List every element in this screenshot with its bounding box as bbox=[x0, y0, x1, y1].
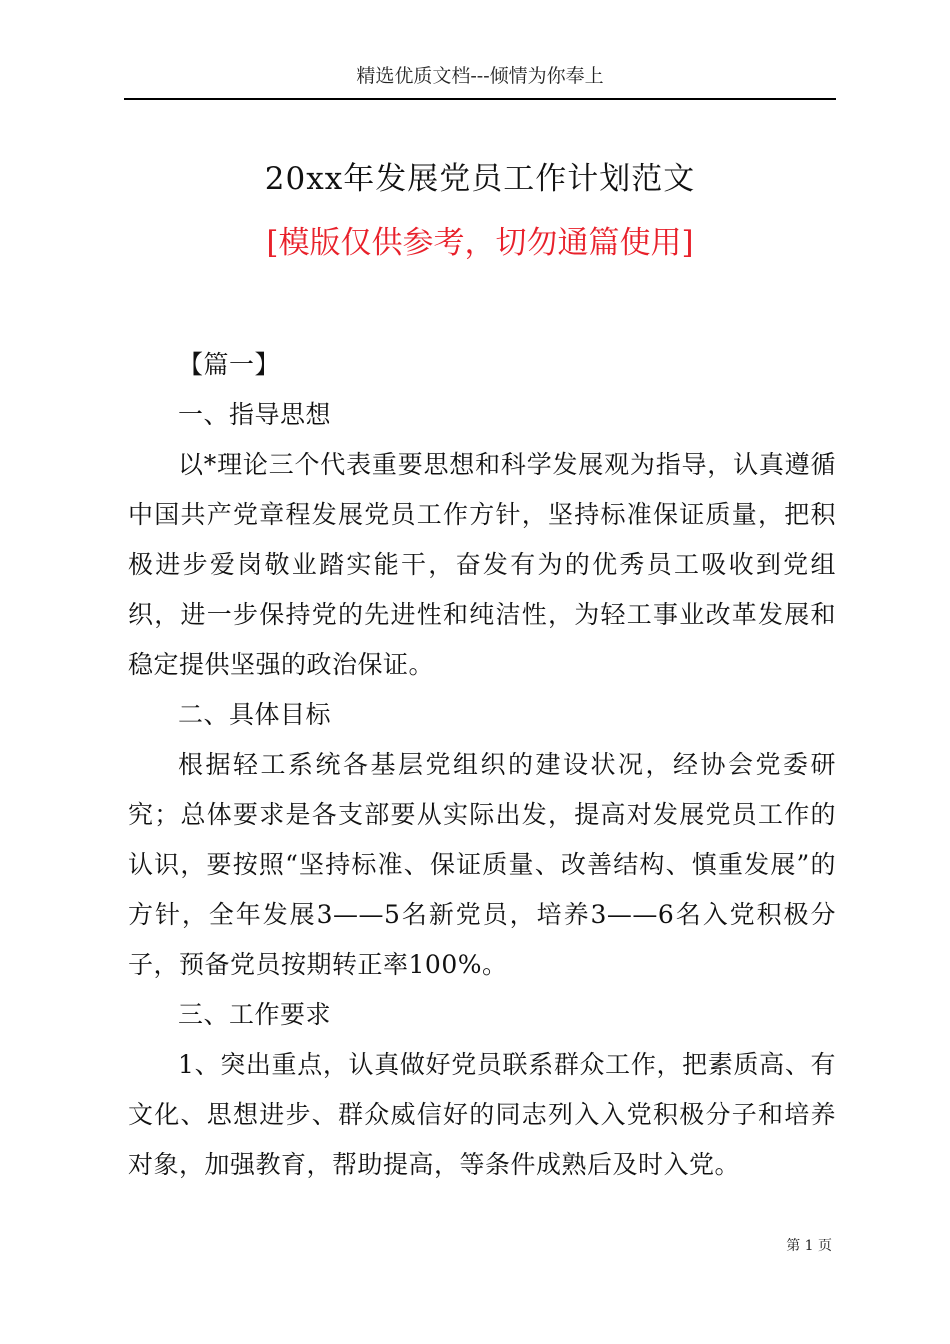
header-divider bbox=[124, 98, 836, 100]
paragraph-specific-goals: 根据轻工系统各基层党组织的建设状况，经协会党委研究；总体要求是各支部要从实际出发，提高对发展党员工作的认识，要按照“坚持标准、保证质量、改善结构、慎重发展”的方针，全年发展3——5名新党员，培养3——6名入党积极分子，预备党员按期转正率100%。 bbox=[128, 750, 836, 979]
section-marker: 【篇一】 bbox=[178, 350, 281, 379]
document-subtitle: [模版仅供参考，切勿通篇使用] bbox=[266, 225, 694, 261]
paragraph-requirement-1: 1、突出重点，认真做好党员联系群众工作，把素质高、有文化、思想进步、群众威信好的同志列入入党积极分子和培养对象，加强教育，帮助提高，等条件成熟后及时入党。 bbox=[128, 1050, 836, 1179]
page-number: 第 1 页 bbox=[786, 1238, 832, 1254]
document-body bbox=[128, 340, 836, 1190]
paragraph-guiding-ideology: 以*理论三个代表重要思想和科学发展观为指导，认真遵循中国共产党章程发展党员工作方针，坚持标准保证质量，把积极进步爱岗敬业踏实能干，奋发有为的优秀员工吸收到党组织，进一步保持党的先进性和纯洁性，为轻工事业改革发展和稳定提供坚强的政治保证。 bbox=[128, 450, 836, 679]
page-header: 精选优质文档---倾情为你奉上 bbox=[356, 65, 604, 87]
heading-guiding-ideology: 一、指导思想 bbox=[178, 400, 332, 429]
document-title: 20xx年发展党员工作计划范文 bbox=[264, 161, 696, 197]
heading-specific-goals: 二、具体目标 bbox=[178, 700, 332, 729]
heading-work-requirements: 三、工作要求 bbox=[178, 1000, 332, 1029]
